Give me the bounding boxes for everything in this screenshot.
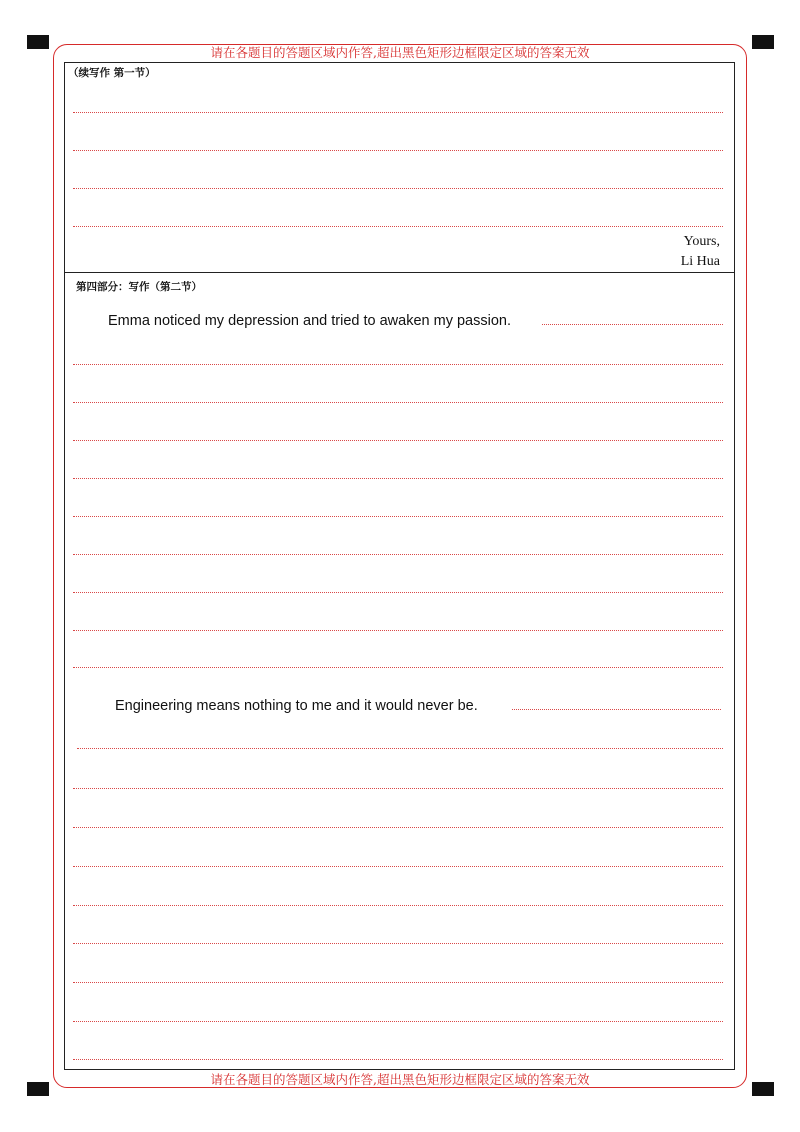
section-divider [64,272,735,273]
writing-line[interactable] [73,982,723,983]
writing-line[interactable] [73,788,723,789]
writing-line[interactable] [73,667,723,668]
letter-closing: Yours, [683,234,720,249]
writing-line[interactable] [512,709,721,710]
writing-line[interactable] [542,324,723,325]
writing-line[interactable] [73,592,723,593]
writing-line[interactable] [73,827,723,828]
writing-line[interactable] [77,748,723,749]
writing-line[interactable] [73,943,723,944]
writing-line[interactable] [73,364,723,365]
writing-line[interactable] [73,402,723,403]
section1-title: （续写作 第一节） [68,67,156,79]
paragraph2-opening: Engineering means nothing to me and it would never be. [115,698,478,714]
paragraph1-opening: Emma noticed my depression and tried to awaken my passion. [108,313,511,329]
writing-line[interactable] [73,150,723,151]
writing-line[interactable] [73,866,723,867]
answer-box-frame [64,62,735,1070]
writing-line[interactable] [73,630,723,631]
letter-signature-name: Li Hua [680,254,720,269]
writing-line[interactable] [73,905,723,906]
writing-line[interactable] [73,440,723,441]
writing-line[interactable] [73,226,723,227]
writing-line[interactable] [73,188,723,189]
writing-line[interactable] [73,554,723,555]
notice-bottom: 请在各题目的答题区域内作答,超出黑色矩形边框限定区域的答案无效 [210,1072,590,1087]
notice-top: 请在各题目的答题区域内作答,超出黑色矩形边框限定区域的答案无效 [210,45,590,60]
writing-line[interactable] [73,1059,723,1060]
writing-line[interactable] [73,516,723,517]
writing-line[interactable] [73,112,723,113]
writing-line[interactable] [73,1021,723,1022]
section2-title: 第四部分：写作（第二节） [76,281,202,293]
writing-line[interactable] [73,478,723,479]
